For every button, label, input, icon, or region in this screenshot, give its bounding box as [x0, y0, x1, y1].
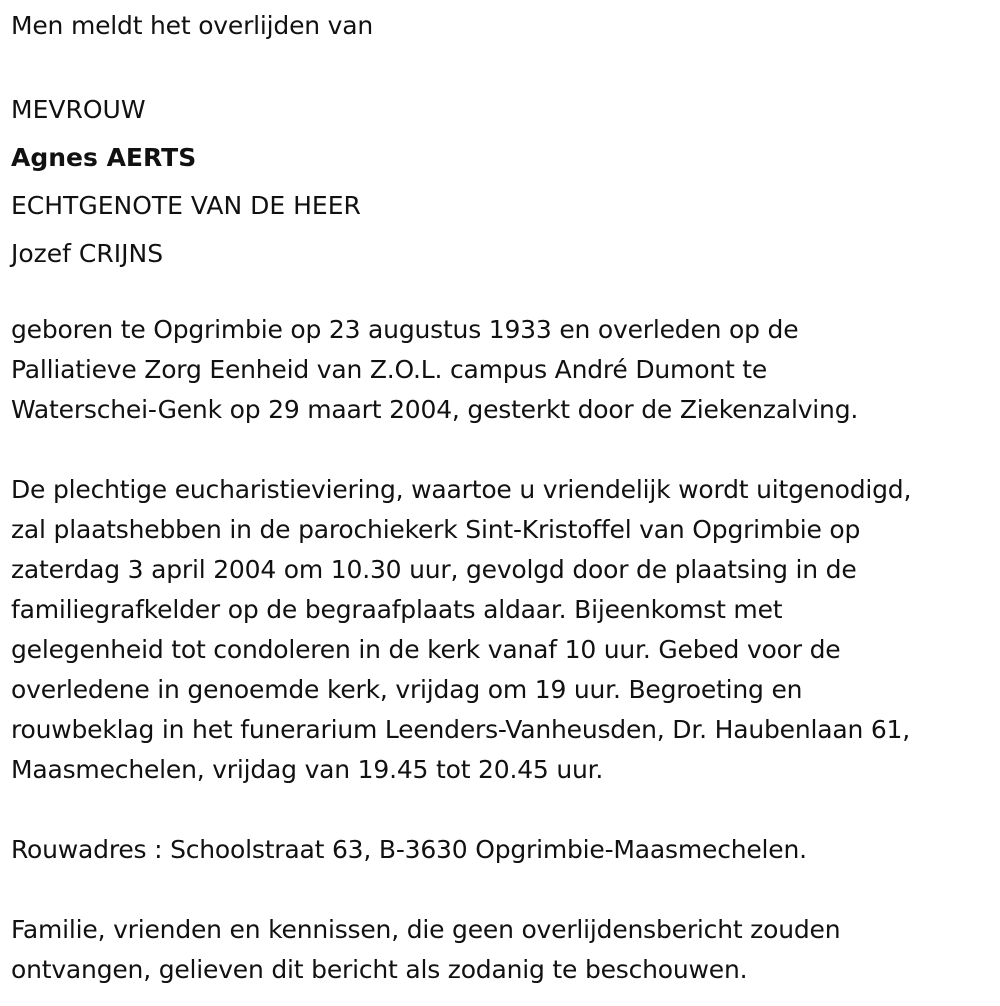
- closing-paragraph: [11, 910, 840, 990]
- paragraph-line: rouwbeklag in het funerarium Leenders-Vanheusden, Dr. Haubenlaan 61,: [11, 715, 911, 744]
- spouse-name: Jozef CRIJNS: [11, 239, 164, 268]
- paragraph-line: Maasmechelen, vrijdag van 19.45 tot 20.45 uur.: [11, 755, 604, 784]
- birth-death-paragraph: [11, 310, 858, 430]
- paragraph-line: gelegenheid tot condoleren in de kerk vanaf 10 uur. Gebed voor de: [11, 635, 841, 664]
- paragraph-line: De plechtige eucharistieviering, waartoe u vriendelijk wordt uitgenodigd,: [11, 475, 912, 504]
- paragraph-line: familiegrafkelder op de begraafplaats aldaar. Bijeenkomst met: [11, 595, 783, 624]
- paragraph-line: zaterdag 3 april 2004 om 10.30 uur, gevolgd door de plaatsing in de: [11, 555, 857, 584]
- paragraph-line: geboren te Opgrimbie op 23 augustus 1933 en overleden op de: [11, 315, 799, 344]
- deceased-header: [11, 86, 361, 278]
- intro-text: Men meldt het overlijden van: [11, 11, 374, 40]
- paragraph-line: Familie, vrienden en kennissen, die geen overlijdensbericht zouden: [11, 915, 841, 944]
- paragraph-line: Waterschei-Genk op 29 maart 2004, gesterkt door de Ziekenzalving.: [11, 395, 859, 424]
- address-paragraph: [11, 830, 807, 870]
- paragraph-line: Rouwadres : Schoolstraat 63, B-3630 Opgrimbie-Maasmechelen.: [11, 835, 807, 864]
- paragraph-line: zal plaatshebben in de parochiekerk Sint-Kristoffel van Opgrimbie op: [11, 515, 861, 544]
- relation-text: ECHTGENOTE VAN DE HEER: [11, 191, 361, 220]
- paragraph-line: ontvangen, gelieven dit bericht als zodanig te beschouwen.: [11, 955, 748, 984]
- ceremony-paragraph: [11, 470, 911, 790]
- paragraph-line: overledene in genoemde kerk, vrijdag om 19 uur. Begroeting en: [11, 675, 803, 704]
- deceased-name: Agnes AERTS: [11, 143, 197, 172]
- paragraph-line: Palliatieve Zorg Eenheid van Z.O.L. campus André Dumont te: [11, 355, 768, 384]
- honorific: MEVROUW: [11, 95, 146, 124]
